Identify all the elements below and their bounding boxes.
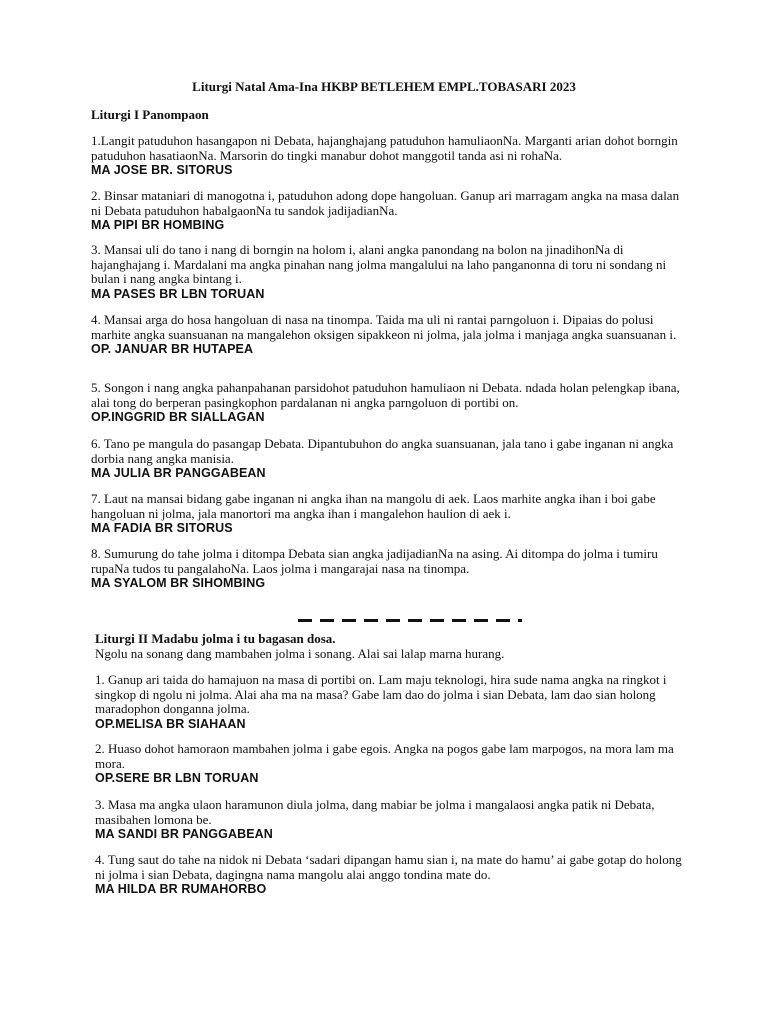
liturgy-part-2 [95, 631, 691, 661]
liturgy-item [95, 742, 691, 786]
document-title: Liturgi Natal Ama-Ina HKBP BETLEHEM EMPL.TOBASARI 2023 [192, 79, 576, 94]
reader-name: MA FADIA BR SITORUS [91, 521, 233, 535]
reader-name: MA SANDI BR PANGGABEAN [95, 827, 273, 841]
item-text: 5. Songon i nang angka pahanpahanan parsidohot patuduhon hamuliaon ni Debata. ndada holan pelengkap ibana, alai tong do berperan pasingkophon pardalanan ni angka parngoluon di portibi on. [91, 380, 680, 410]
liturgy-item [91, 243, 691, 302]
liturgy-item [95, 798, 691, 842]
item-text: 1. Ganup ari taida do hamajuon na masa di portibi on. Lam maju teknologi, hira sude nama angka na ringkot i singkop di ngolu ni jolma. Alai aha ma na masa? Gabe lam dao do jolma i sian Debata, lam dao sian holong maradophon donganna jolma. [95, 672, 667, 716]
part-1-heading: Liturgi I Panompaon [91, 107, 209, 122]
liturgy-item [95, 853, 691, 897]
liturgy-item [91, 381, 691, 425]
reader-name: MA JULIA BR PANGGABEAN [91, 466, 266, 480]
reader-name: MA JOSE BR. SITORUS [91, 163, 233, 177]
liturgy-item [91, 189, 691, 233]
item-text: 4. Tung saut do tahe na nidok ni Debata ‘sadari dipangan hamu sian i, na mate do hamu’ ai gabe gotap do holong ni jolma i sian Debata, dagingna nama mangolu alai anggo tondina mate do. [95, 852, 682, 882]
reader-name: MA PIPI BR HOMBING [91, 218, 225, 232]
liturgy-item [91, 313, 691, 357]
reader-name: OP.SERE BR LBN TORUAN [95, 771, 259, 785]
item-text: 3. Masa ma angka ulaon haramunon diula jolma, dang mabiar be jolma i mangalaosi angka patik ni Debata, masibahen lomona be. [95, 797, 655, 827]
item-text: 6. Tano pe mangula do pasangap Debata. Dipantubuhon do angka suansuanan, jala tano i gabe inganan ni angka dorbia nang angka manisia. [91, 436, 674, 466]
item-text: 2. Binsar mataniari di manogotna i, patuduhon adong dope hangoluan. Ganup ari marragam angka na masa dalan ni Debata patuduhon habalgaonNa tu sandok jadijadianNa. [91, 188, 680, 218]
reader-name: OP.INGGRID BR SIALLAGAN [91, 410, 265, 424]
reader-name: MA SYALOM BR SIHOMBING [91, 576, 266, 590]
part-2-heading: Liturgi II Madabu jolma i tu bagasan dosa. [95, 631, 336, 646]
item-text: 2. Huaso dohot hamoraon mambahen jolma i gabe egois. Angka na pogos gabe lam marpogos, na mora lam ma mora. [95, 741, 674, 771]
reader-name: MA HILDA BR RUMAHORBO [95, 882, 267, 896]
liturgy-item [91, 134, 691, 178]
reader-name: OP.MELISA BR SIAHAAN [95, 716, 246, 731]
reader-name: MA PASES BR LBN TORUAN [91, 286, 265, 301]
liturgy-item [91, 492, 691, 536]
item-text: 4. Mansai arga do hosa hangoluan di nasa na tinompa. Taida ma uli ni rantai parngoluon i. Dipaias do polusi marhite angka suansuanan na mangalehon oksigen sipakkeon ni jolma, jala jolma i manjaga angka suansuanan i. [91, 312, 677, 342]
section-divider [298, 619, 524, 623]
liturgy-item [95, 673, 691, 732]
part-2-subtitle: Ngolu na sonang dang mambahen jolma i sonang. Alai sai lalap marna hurang. [95, 646, 505, 661]
item-text: 8. Sumurung do tahe jolma i ditompa Debata sian angka jadijadianNa na asing. Ai ditompa do jolma i tumiru rupaNa tudos tu pangalahoNa. Laos jolma i mangarajai nasa na tinompa. [91, 546, 658, 576]
liturgy-item [91, 547, 691, 591]
liturgy-item [91, 437, 691, 481]
reader-name: OP. JANUAR BR HUTAPEA [91, 342, 254, 356]
item-text: 1.Langit patuduhon hasangapon ni Debata, hajanghajang patuduhon hamuliaonNa. Marganti arian dohot borngin patuduhon hasatiaonNa. Marsorin do tingki manabur dohot manggotil tanda asi ni rohaNa. [91, 133, 678, 163]
item-text: 7. Laut na mansai bidang gabe inganan ni angka ihan na mangolu di aek. Laos marhite angka ihan i boi gabe hangoluan ni jolma, jala manortori ma angka ihan i mangalehon haulion di aek i. [91, 491, 656, 521]
liturgy-part-1 [91, 107, 691, 122]
item-text: 3. Mansai uli do tano i nang di borngin na holom i, alani angka panondang na bolon na jinadihonNa di hajanghajang i. Mardalani ma angka pinahan nang jolma mangalului na laho panganonna di toru ni sondang ni bulan i nang angka bintang i. [91, 242, 667, 286]
